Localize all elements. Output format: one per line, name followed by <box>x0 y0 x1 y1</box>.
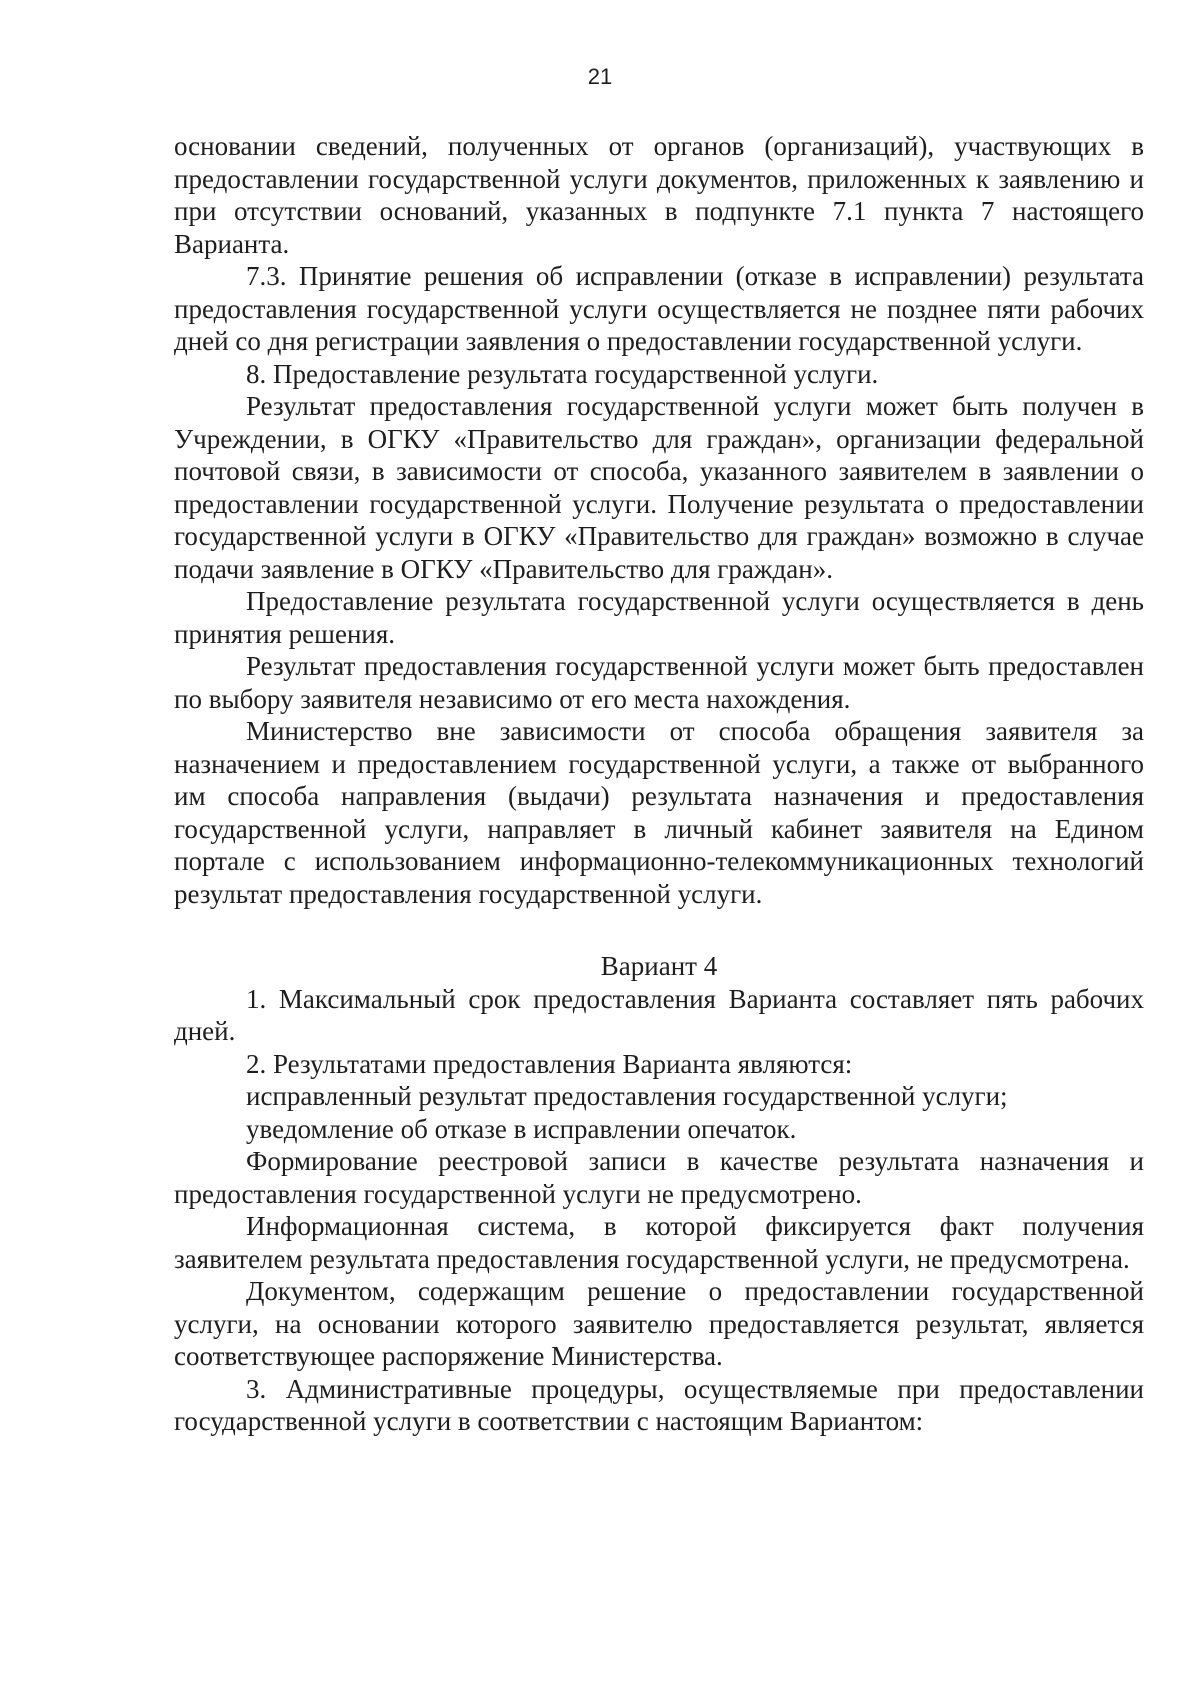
variant-paragraph-decision-document: Документом, содержащим решение о предоставлении государственной услуги, на основании которого заявителю предоставляется результат, является соответствующее распоряжение Министерства. <box>174 1276 1144 1371</box>
paragraph-continuation: основании сведений, полученных от органов (организаций), участвующих в предоставлении государственной услуги документов, приложенных к заявлению и при отсутствии оснований, указанных в подпункте 7.1 пункта 7 настоящего Варианта. <box>174 131 1144 259</box>
variant-paragraph-registry: Формирование реестровой записи в качестве результата назначения и предоставления государственной услуги не предусмотрено. <box>174 1146 1144 1209</box>
variant-paragraph-results: 2. Результатами предоставления Варианта являются: <box>246 1048 853 1079</box>
paragraph-result-choice: Результат предоставления государственной услуги может быть предоставлен по выбору заявителя независимо от его места нахождения. <box>174 651 1144 714</box>
variant-paragraph-term: 1. Максимальный срок предоставления Варианта составляет пять рабочих дней. <box>174 983 1144 1046</box>
paragraph-result-day: Предоставление результата государственной услуги осуществляется в день принятия решения. <box>174 586 1144 649</box>
variant-heading: Вариант 4 <box>600 951 718 981</box>
document-body <box>174 130 1144 1438</box>
variant-result-item: уведомление об отказе в исправлении опечаток. <box>246 1113 797 1144</box>
variant-paragraph-info-system: Информационная система, в которой фиксируется факт получения заявителем результата предоставления государственной услуги, не предусмотрена. <box>174 1211 1144 1274</box>
paragraph-7-3: 7.3. Принятие решения об исправлении (отказе в исправлении) результата предоставления государственной услуги осуществляется не позднее пяти рабочих дней со дня регистрации заявления о предоставлении государственной услуги. <box>174 261 1144 356</box>
page-number: 21 <box>587 64 613 89</box>
paragraph-8-heading: 8. Предоставление результата государственной услуги. <box>246 358 879 389</box>
variant-result-item: исправленный результат предоставления государственной услуги; <box>246 1081 1008 1111</box>
paragraph-result-obtaining: Результат предоставления государственной услуги может быть получен в Учреждении, в ОГКУ «Правительство для граждан», организации федеральной почтовой связи, в зависимости от способа, указанного заявителем в заявлении о предоставлении государственной услуги. Получение результата о предоставлении государственной услуги в ОГКУ «Правительство для граждан» возможно в случае подачи заявление в ОГКУ «Правительство для граждан». <box>174 391 1144 584</box>
paragraph-ministry: Министерство вне зависимости от способа обращения заявителя за назначением и предоставлением государственной услуги, а также от выбранного им способа направления (выдачи) результата назначения и предоставления государственной услуги, направляет в личный кабинет заявителя на Едином портале с использованием информационно-телекоммуникационных технологий результат предоставления государственной услуги. <box>174 716 1144 909</box>
variant-paragraph-procedures: 3. Административные процедуры, осуществляемые при предоставлении государственной услуги в соответствии с настоящим Вариантом: <box>174 1373 1144 1436</box>
